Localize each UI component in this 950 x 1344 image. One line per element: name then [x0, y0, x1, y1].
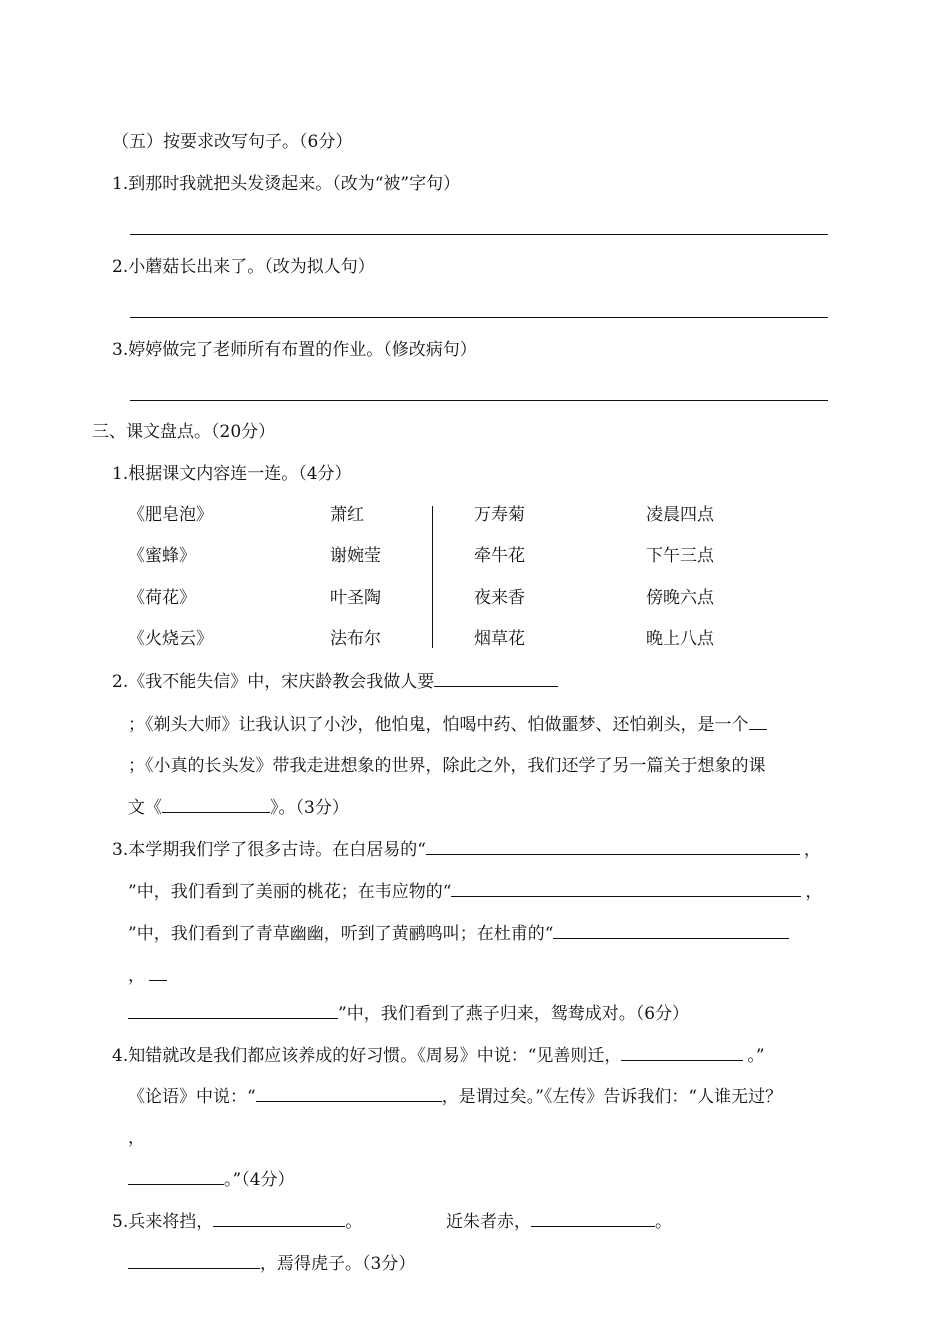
q5-text-a2: 。 [345, 1212, 363, 1232]
matching-divider [432, 506, 433, 648]
match-flower-1[interactable]: 万寿菊 [474, 505, 525, 525]
rewrite-question-3: 3.婷婷做完了老师所有布置的作业。（修改病句） [112, 340, 477, 360]
q5-text-a1: 5.兵来将挡， [112, 1212, 214, 1232]
match-title-3[interactable]: 《荷花》 [128, 588, 196, 608]
q2-line-d [128, 796, 349, 819]
match-flower-4[interactable]: 烟草花 [474, 629, 525, 649]
match-title-1[interactable]: 《肥皂泡》 [128, 505, 213, 525]
q5-text-a3: 近朱者赤， [446, 1212, 531, 1232]
match-flower-3[interactable]: 夜来香 [474, 588, 525, 608]
q4-text-b2: ，是谓过矣。”《左传》告诉我们：“人谁无过？ [441, 1087, 783, 1107]
q4-text-a-end: 。” [747, 1046, 765, 1066]
q4-line-b [128, 1085, 782, 1108]
q5-text-b: ，焉得虎子。（3分） [260, 1254, 416, 1274]
q2-line-c: ；《小真的长头发》带我走进想象的世界，除此之外，我们还学了另一篇关于想象的课 [128, 756, 766, 776]
q3-text-c: ”中，我们看到了青草幽幽，听到了黄鹂鸣叫；在杜甫的“ [128, 924, 554, 944]
q3-text-b-end: ， [805, 882, 823, 902]
q3-blank-2[interactable] [451, 880, 801, 897]
match-title-4[interactable]: 《火烧云》 [128, 629, 213, 649]
q5-text-a4: 。 [655, 1212, 672, 1232]
match-author-2[interactable]: 谢婉莹 [330, 546, 381, 566]
match-author-4[interactable]: 法布尔 [330, 629, 381, 649]
rewrite-question-1: 1.到那时我就把头发烫起来。（改为“被”字句） [112, 174, 461, 194]
match-time-2[interactable]: 下午三点 [646, 546, 714, 566]
q3-blank-5[interactable] [128, 1002, 338, 1019]
q4-blank-2[interactable] [256, 1085, 442, 1102]
q2-text-a: 2.《我不能失信》中，宋庆龄教会我做人要 [112, 672, 435, 692]
q3-line-e [128, 1002, 689, 1025]
q2-blank-1[interactable] [434, 670, 558, 687]
q4-text-d: 。”（4分） [224, 1170, 295, 1190]
section-five-heading: （五）按要求改写句子。（6分） [112, 132, 353, 152]
q5-line-a [112, 1210, 362, 1233]
q3-line-b [128, 880, 822, 903]
q2-line-b [128, 713, 767, 736]
q4-text-b1: 《论语》中说：“ [128, 1087, 256, 1107]
q4-blank-1[interactable] [621, 1044, 743, 1061]
q4-blank-3[interactable] [128, 1168, 224, 1185]
q5-line-b [128, 1252, 415, 1275]
match-time-3[interactable]: 傍晚六点 [646, 588, 714, 608]
match-flower-2[interactable]: 牵牛花 [474, 546, 525, 566]
q4-line-a [112, 1044, 765, 1067]
q3-line-d [128, 964, 167, 987]
q3-text-a: 3.本学期我们学了很多古诗。在白居易的“ [112, 840, 426, 860]
q2-text-d2: 》。（3分） [270, 798, 349, 818]
q3-line-c [128, 922, 789, 945]
answer-line-3[interactable] [130, 400, 828, 401]
rewrite-question-2: 2.小蘑菇长出来了。（改为拟人句） [112, 257, 375, 277]
match-title-2[interactable]: 《蜜蜂》 [128, 546, 196, 566]
q4-line-d [128, 1168, 295, 1191]
q3-line-a [112, 838, 821, 861]
matching-prompt: 1.根据课文内容连一连。（4分） [112, 464, 352, 484]
match-time-1[interactable]: 凌晨四点 [646, 505, 714, 525]
q5-blank-3[interactable] [128, 1252, 260, 1269]
q4-text-a: 4.知错就改是我们都应该养成的好习惯。《周易》中说：“见善则迁， [112, 1046, 622, 1066]
answer-line-1[interactable] [130, 234, 828, 235]
q5-blank-2[interactable] [531, 1210, 655, 1227]
match-author-3[interactable]: 叶圣陶 [330, 588, 381, 608]
answer-line-2[interactable] [130, 317, 828, 318]
section-three-heading: 三、课文盘点。（20分） [92, 422, 276, 442]
q3-text-a-end: ， [803, 840, 821, 860]
match-time-4[interactable]: 晚上八点 [646, 629, 714, 649]
q2-text-d1: 文《 [128, 798, 162, 818]
q2-text-b: ；《剃头大师》让我认识了小沙，他怕鬼，怕喝中药、怕做噩梦、还怕剃头，是一个 [128, 715, 749, 735]
q3-blank-1[interactable] [426, 838, 800, 855]
q2-line-a [112, 670, 558, 693]
q4-line-c: ， [128, 1128, 145, 1148]
q5-blank-1[interactable] [213, 1210, 345, 1227]
q3-text-e: ”中，我们看到了燕子归来，鸳鸯成对。（6分） [338, 1004, 690, 1024]
q3-blank-3[interactable] [553, 922, 789, 939]
q3-blank-4[interactable] [149, 964, 167, 981]
q3-text-b: ”中，我们看到了美丽的桃花；在韦应物的“ [128, 882, 452, 902]
q2-blank-2[interactable] [749, 713, 767, 730]
match-author-1[interactable]: 萧红 [330, 505, 364, 525]
q5-line-a-right [446, 1210, 672, 1233]
q3-text-d: ， [128, 966, 145, 986]
q2-blank-3[interactable] [162, 796, 270, 813]
